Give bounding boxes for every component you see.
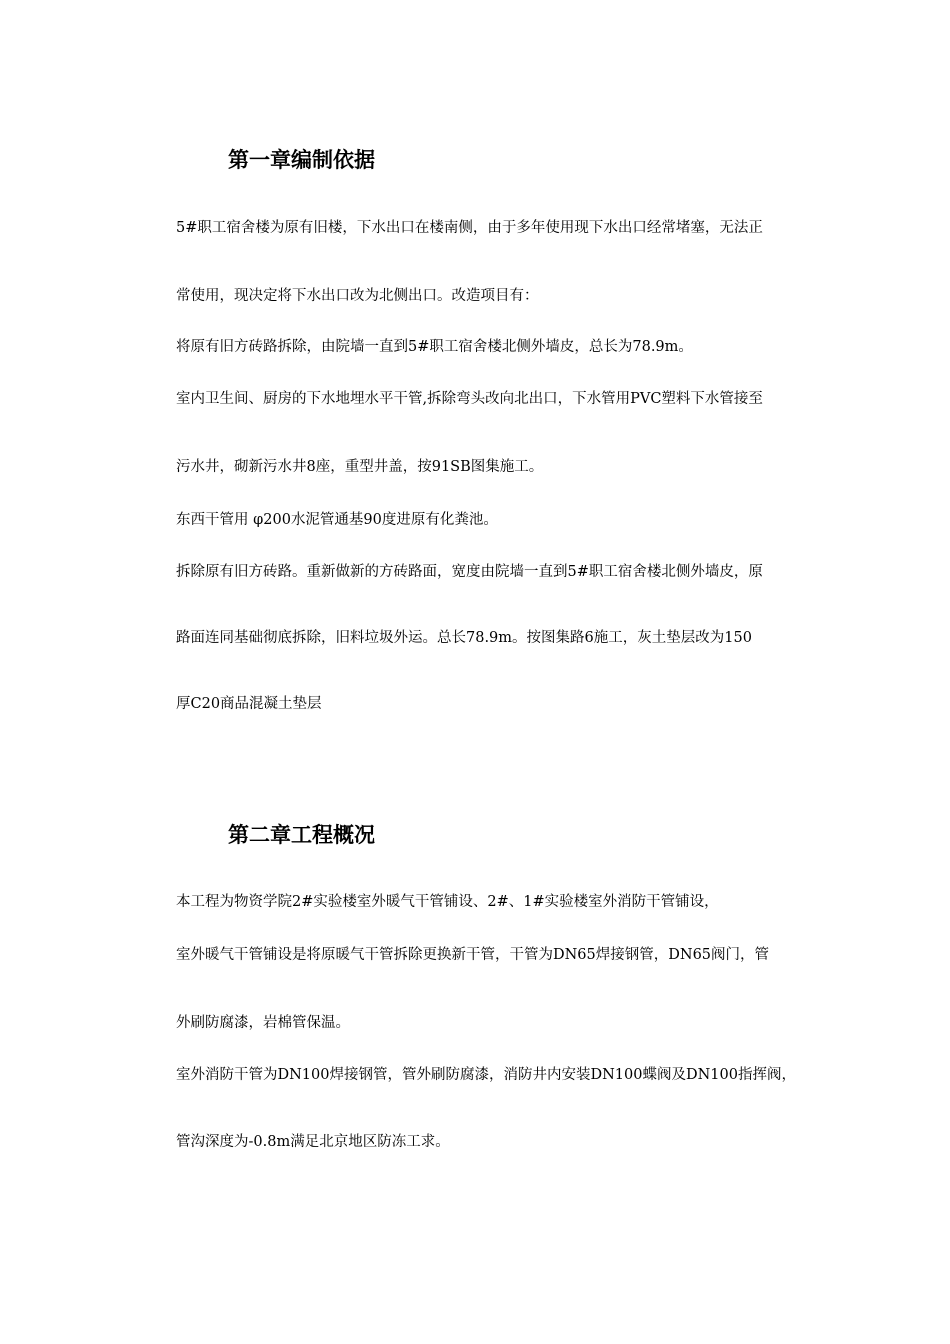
chapter-1-line-4: 室内卫生间、厨房的下水地埋水平干管,拆除弯头改向北出口，下水管用PVC塑料下水管接至 bbox=[176, 391, 763, 407]
chapter-1-line-5: 污水井，砌新污水井8座，重型井盖，按91SB图集施工。 bbox=[176, 459, 544, 475]
chapter-1-line-9: 厚C20商品混凝土垫层 bbox=[176, 696, 322, 712]
chapter-1-line-7: 拆除原有旧方砖路。重新做新的方砖路面，宽度由院墙一直到5#职工宿舍楼北侧外墙皮，原 bbox=[176, 564, 763, 580]
chapter-1-line-2: 常使用，现决定将下水出口改为北侧出口。改造项目有： bbox=[176, 288, 539, 304]
chapter-1-title: 第一章编制依据 bbox=[228, 148, 375, 172]
chapter-1-line-3: 将原有旧方砖路拆除，由院墙一直到5#职工宿舍楼北侧外墙皮，总长为78.9m。 bbox=[176, 339, 693, 355]
chapter-2-line-3: 外刷防腐漆，岩棉管保温。 bbox=[176, 1015, 350, 1031]
chapter-2-line-1: 本工程为物资学院2#实验楼室外暖气干管铺设、2#、1#实验楼室外消防干管铺设， bbox=[176, 894, 719, 910]
chapter-2-line-2: 室外暖气干管铺设是将原暖气干管拆除更换新干管，干管为DN65焊接钢管，DN65阀门，管 bbox=[176, 947, 770, 963]
chapter-1-line-6: 东西干管用 φ200水泥管通基90度进原有化粪池。 bbox=[176, 512, 498, 528]
chapter-2-line-5: 管沟深度为-0.8m满足北京地区防冻工求。 bbox=[176, 1134, 450, 1150]
chapter-2-line-4: 室外消防干管为DN100焊接钢管，管外刷防腐漆，消防井内安装DN100蝶阀及DN100指挥阀， bbox=[176, 1067, 796, 1083]
chapter-1-line-1: 5#职工宿舍楼为原有旧楼，下水出口在楼南侧，由于多年使用现下水出口经常堵塞，无法正 bbox=[176, 220, 763, 236]
chapter-2-title: 第二章工程概况 bbox=[228, 823, 375, 847]
chapter-1-line-8: 路面连同基础彻底拆除，旧料垃圾外运。总长78.9m。按图集路6施工，灰土垫层改为150 bbox=[176, 630, 752, 646]
